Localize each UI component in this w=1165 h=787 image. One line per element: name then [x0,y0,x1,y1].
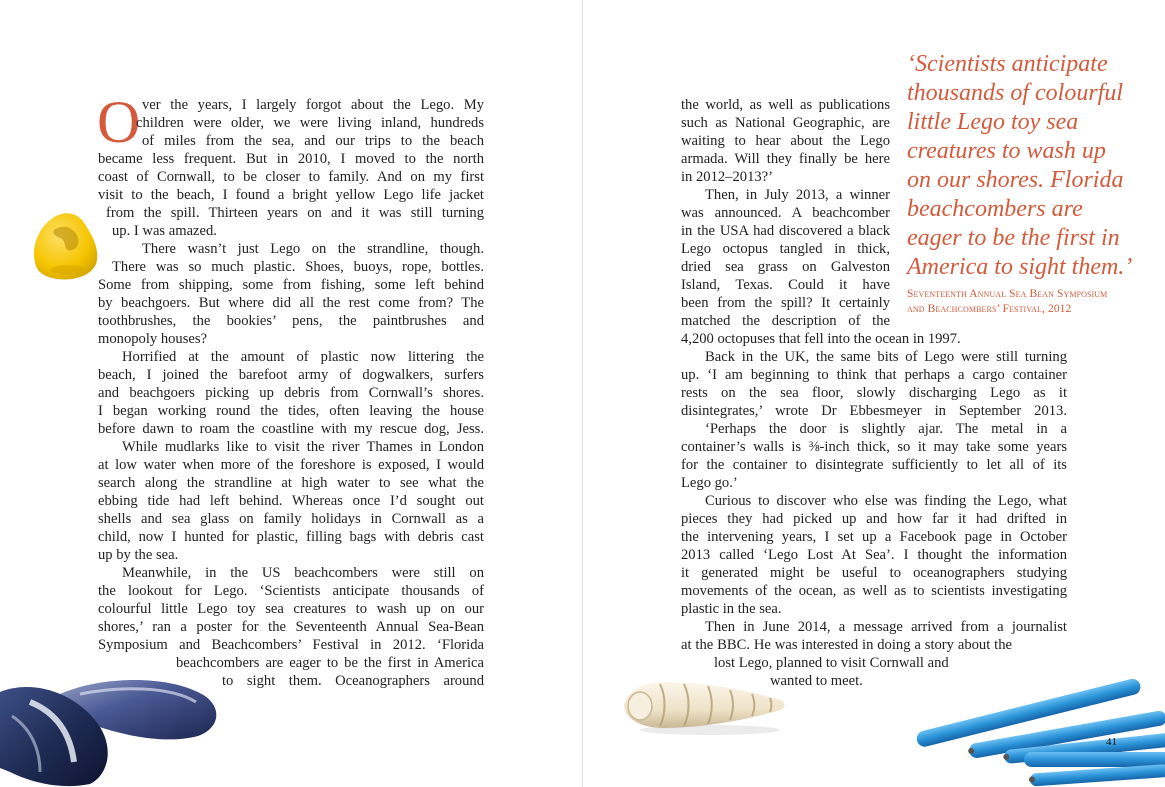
pull-quote-line: eager to be the first in [907,225,1120,251]
text-line: Lego octopus tangled in thick, [681,241,890,257]
text-line: Then, in July 2013, a winner [705,187,890,203]
text-line: to sight them. Oceanographers around [222,673,484,689]
text-line: Back in the UK, the same bits of Lego were still turning [705,349,1067,365]
text-line: for the container to disintegrate sufficiently to let all of its [681,457,1067,473]
text-line: up. I was amazed. [112,223,217,239]
pull-quote-attribution: and Beachcombers’ Festival, 2012 [907,303,1072,315]
text-line: at low water when more of the foreshore is exposed, I would [98,457,484,473]
text-line: Some from shipping, some from fishing, some left behind [98,277,484,293]
text-line: disintegrates,’ wrote Dr Ebbesmeyer in September 2013. [681,403,1067,419]
text-line: been from the spill? It certainly [681,295,890,311]
text-line: pieces they had picked up and how far it had drifted in [681,511,1067,527]
pull-quote-line: beachcombers are [907,196,1083,222]
text-line: at the BBC. He was interested in doing a story about the [681,637,1012,653]
yellow-lego-life-jacket-image [28,208,106,288]
pull-quote-line: creatures to wash up [907,138,1106,164]
text-line: Symposium and Beachcombers’ Festival in 2012. ‘Florida [98,637,484,653]
text-line: up. ‘I am beginning to think that perhaps a cargo container [681,367,1067,383]
text-line: the lookout for Lego. ‘Scientists anticipate thousands of [98,583,484,599]
text-line: beachcombers are eager to be the first in America [176,655,484,671]
text-line: Curious to discover who else was finding the Lego, what [705,493,1067,509]
text-line: coast of Cornwall, to be closer to family. And on my first [98,169,484,185]
text-line: 2013 called ‘Lego Lost At Sea’. I thought the information [681,547,1067,563]
text-line: wanted to meet. [770,673,863,689]
text-line: lost Lego, planned to visit Cornwall and [714,655,949,671]
text-line: monopoly houses? [98,331,208,347]
text-line: ver the years, I largely forgot about the Lego. My [142,97,484,113]
text-line: such as National Geographic, are [681,115,890,131]
text-line: dried sea grass on Galveston [681,259,890,275]
text-line: beach, I joined the barefoot army of dogwalkers, surfers [98,367,484,383]
text-line: ebbing tide had left behind. Whereas once I’d sought out [98,493,484,509]
blue-plastic-pens-image [912,684,1165,787]
text-line: before dawn to roam the coastline with my rescue dog, Jess. [98,421,484,437]
pull-quote-line: on our shores. Florida [907,167,1124,193]
text-line: There was so much plastic. Shoes, buoys, rope, bottles. [112,259,484,275]
text-line: search along the strandline at high water to see what the [98,475,484,491]
text-line: Horrified at the amount of plastic now littering the [122,349,484,365]
text-line: Island, Texas. Could it have [681,277,890,293]
text-line: the world, as well as publications [681,97,890,113]
pull-quote-line: little Lego toy sea [907,109,1079,135]
text-line: container’s walls is ⅜-inch thick, so it may take some years [681,439,1067,455]
mussel-shells-image [0,672,228,787]
text-line: toothbrushes, the bookies’ pens, the paintbrushes and [98,313,484,329]
text-line: the intervening years, I set up a Facebook page in October [681,529,1067,545]
text-line: child, now I hunted for plastic, filling bags with debris cast [98,529,484,545]
pull-quote-line: America to sight them.’ [907,254,1133,280]
text-line: shells and sea glass on family holidays in Cornwall as a [98,511,484,527]
pull-quote-attribution: Seventeenth Annual Sea Bean Symposium [907,288,1108,300]
text-line: movements of the ocean, as well as to scientists investigating [681,583,1067,599]
text-line: plastic in the sea. [681,601,782,617]
white-spiral-shell-image [620,668,790,738]
page-gutter [582,0,583,787]
text-line: While mudlarks like to visit the river Thames in London [122,439,484,455]
text-line: by beachgoers. But where did all the rest come from? The [98,295,484,311]
text-line: I began working round the tides, often leaving the house [98,403,484,419]
text-line: There wasn’t just Lego on the strandline, though. [142,241,484,257]
pull-quote-line: thousands of colourful [907,80,1124,106]
page-number: 41 [1106,736,1117,748]
text-line: was announced. A beachcomber [681,205,890,221]
text-line: waiting to hear about the Lego [681,133,890,149]
text-line: in 2012–2013?’ [681,169,774,185]
text-line: it generated might be useful to oceanographers studying [681,565,1067,581]
text-line: ‘Perhaps the door is slightly ajar. The metal in a [705,421,1067,437]
text-line: shores,’ ran a poster for the Seventeenth Annual Sea-Bean [98,619,484,635]
drop-cap: O [97,89,141,155]
text-line: up by the sea. [98,547,179,563]
text-line: from the spill. Thirteen years on and it was still turning [106,205,484,221]
text-line: colourful little Lego toy sea creatures to wash up on our [98,601,484,617]
text-line: visit to the beach, I found a bright yellow Lego life jacket [98,187,484,203]
pull-quote-line: ‘Scientists anticipate [907,51,1108,77]
text-line: Lego go.’ [681,475,738,491]
text-line: armada. Will they finally be here [681,151,890,167]
text-line: of miles from the sea, and our trips to the beach [142,133,484,149]
text-line: and beachgoers picking up debris from Cornwall’s shores. [98,385,484,401]
text-line: 4,200 octopuses that fell into the ocean in 1997. [681,331,961,347]
text-line: children were older, we were living inland, hundreds [136,115,484,131]
text-line: Meanwhile, in the US beachcombers were still on [122,565,484,581]
text-line: in the USA had discovered a black [681,223,890,239]
text-line: Then in June 2014, a message arrived from a journalist [705,619,1067,635]
text-line: became less frequent. But in 2010, I moved to the north [98,151,484,167]
text-line: rests on the sea floor, slowly discharging Lego as it [681,385,1067,401]
text-line: matched the description of the [681,313,890,329]
